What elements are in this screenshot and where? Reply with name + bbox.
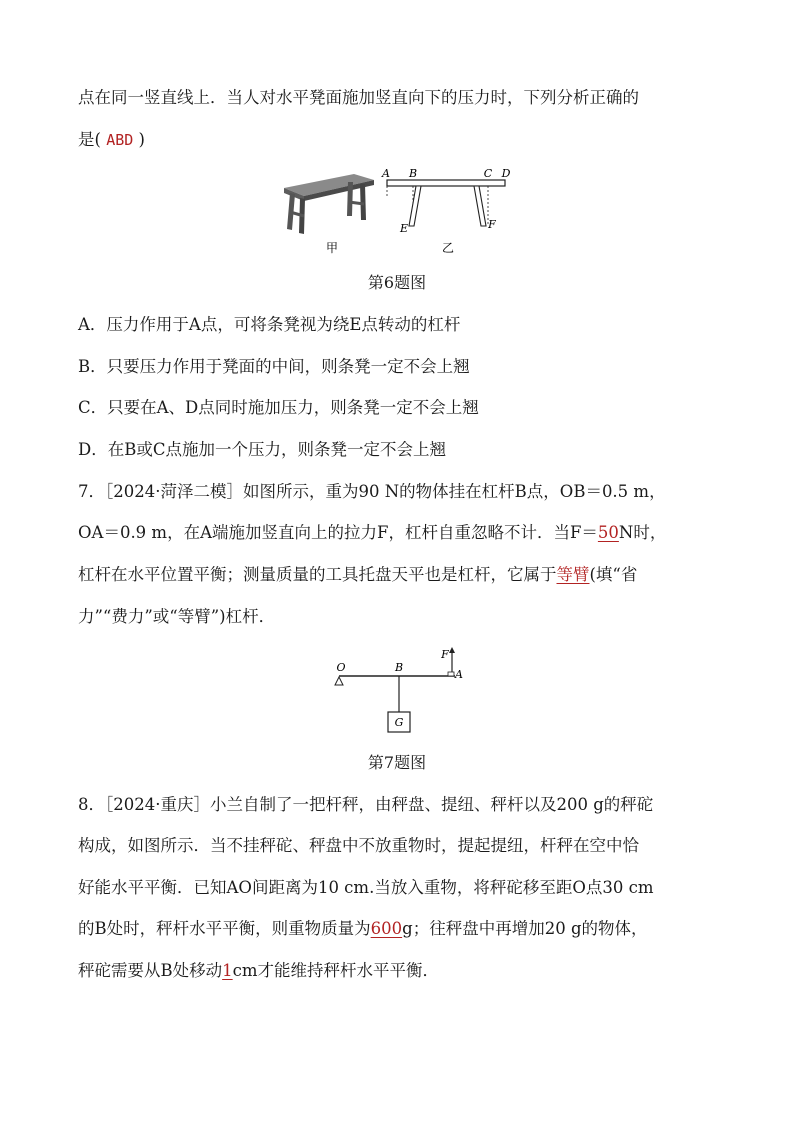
q8-answer-1: 600 — [370, 919, 403, 938]
q6-answer: ABD — [106, 131, 134, 149]
fig6-label-B: B — [408, 167, 418, 180]
q8-line-2: 构成，如图所示．当不挂秤砣、秤盘中不放重物时，提起提纽，杆秤在空中恰 — [78, 836, 639, 855]
fig6-label-D: D — [501, 167, 511, 180]
q6-stem-prefix: 是( — [78, 130, 101, 149]
q6-caption: 第6题图 — [367, 273, 427, 292]
q8-line-1: 8．［2024·重庆］小兰自制了一把杆秤，由秤盘、提纽、秤杆以及200 g的秤砣 — [78, 795, 654, 814]
q6-stem-line-2 — [78, 128, 145, 152]
q6-option-a: A．压力作用于A点，可将条凳视为绕E点转动的杠杆 — [78, 315, 461, 334]
q6-stem-suffix: ) — [138, 130, 145, 149]
q7-answer-2: 等臂 — [556, 565, 590, 584]
q7-line-2-tail: N时， — [618, 523, 667, 542]
q7-line-2 — [78, 521, 666, 545]
fig6-label-F: F — [488, 218, 496, 231]
q7-line-3 — [78, 563, 637, 587]
fig6-label-jia: 甲 — [325, 241, 339, 255]
q6-option-b: B．只要压力作用于凳面的中间，则条凳一定不会上翘 — [78, 357, 470, 376]
q7-figure — [325, 640, 475, 740]
q8-line-4 — [78, 917, 648, 941]
q8-line-4-text: 的B处时，秤杆水平平衡，则重物质量为 — [78, 919, 371, 938]
q7-caption: 第7题图 — [367, 753, 427, 772]
fig7-label-B: B — [394, 661, 404, 674]
q7-line-3-tail: (填“省 — [589, 565, 638, 584]
q8-answer-2: 1 — [222, 961, 233, 980]
q6-option-d: D．在B或C点施加一个压力，则条凳一定不会上翘 — [78, 440, 446, 459]
fig7-label-A: A — [455, 668, 463, 681]
q7-line-4: 力”“费力”或“等臂”)杠杆． — [78, 607, 276, 626]
q8-line-5 — [78, 959, 439, 983]
q7-line-1: 7．［2024·菏泽二模］如图所示，重为90 N的物体挂在杠杆B点，OB＝0.5 m， — [78, 482, 666, 501]
fig7-label-G: G — [394, 716, 404, 729]
q8-line-5-text: 秤砣需要从B处移动 — [78, 961, 223, 980]
fig7-label-O: O — [336, 661, 346, 674]
q6-stem-line-1: 点在同一竖直线上．当人对水平凳面施加竖直向下的压力时，下列分析正确的 — [78, 88, 639, 107]
q7-answer-1: 50 — [597, 523, 619, 542]
bench-image — [284, 174, 374, 234]
fig6-label-C: C — [483, 167, 493, 180]
fig6-label-E: E — [399, 222, 409, 235]
q8-line-5-tail: cm才能维持秤杆水平平衡． — [232, 961, 440, 980]
q8-line-3: 好能水平平衡．已知AO间距离为10 cm.当放入重物，将秤砣移至距O点30 cm — [78, 878, 654, 897]
fig7-label-F: F — [441, 648, 449, 661]
q6-option-c: C．只要在A、D点同时施加压力，则条凳一定不会上翘 — [78, 398, 479, 417]
q7-line-3-text: 杠杆在水平位置平衡；测量质量的工具托盘天平也是杠杆，它属于 — [78, 565, 557, 584]
q7-line-2-text: OA＝0.9 m，在A端施加竖直向上的拉力F，杠杆自重忽略不计．当F＝ — [78, 523, 598, 542]
fig6-label-yi: 乙 — [441, 241, 455, 255]
q6-figure — [270, 160, 530, 260]
q8-line-4-tail: g；往秤盘中再增加20 g的物体， — [402, 919, 648, 938]
fig6-label-A: A — [382, 167, 390, 180]
